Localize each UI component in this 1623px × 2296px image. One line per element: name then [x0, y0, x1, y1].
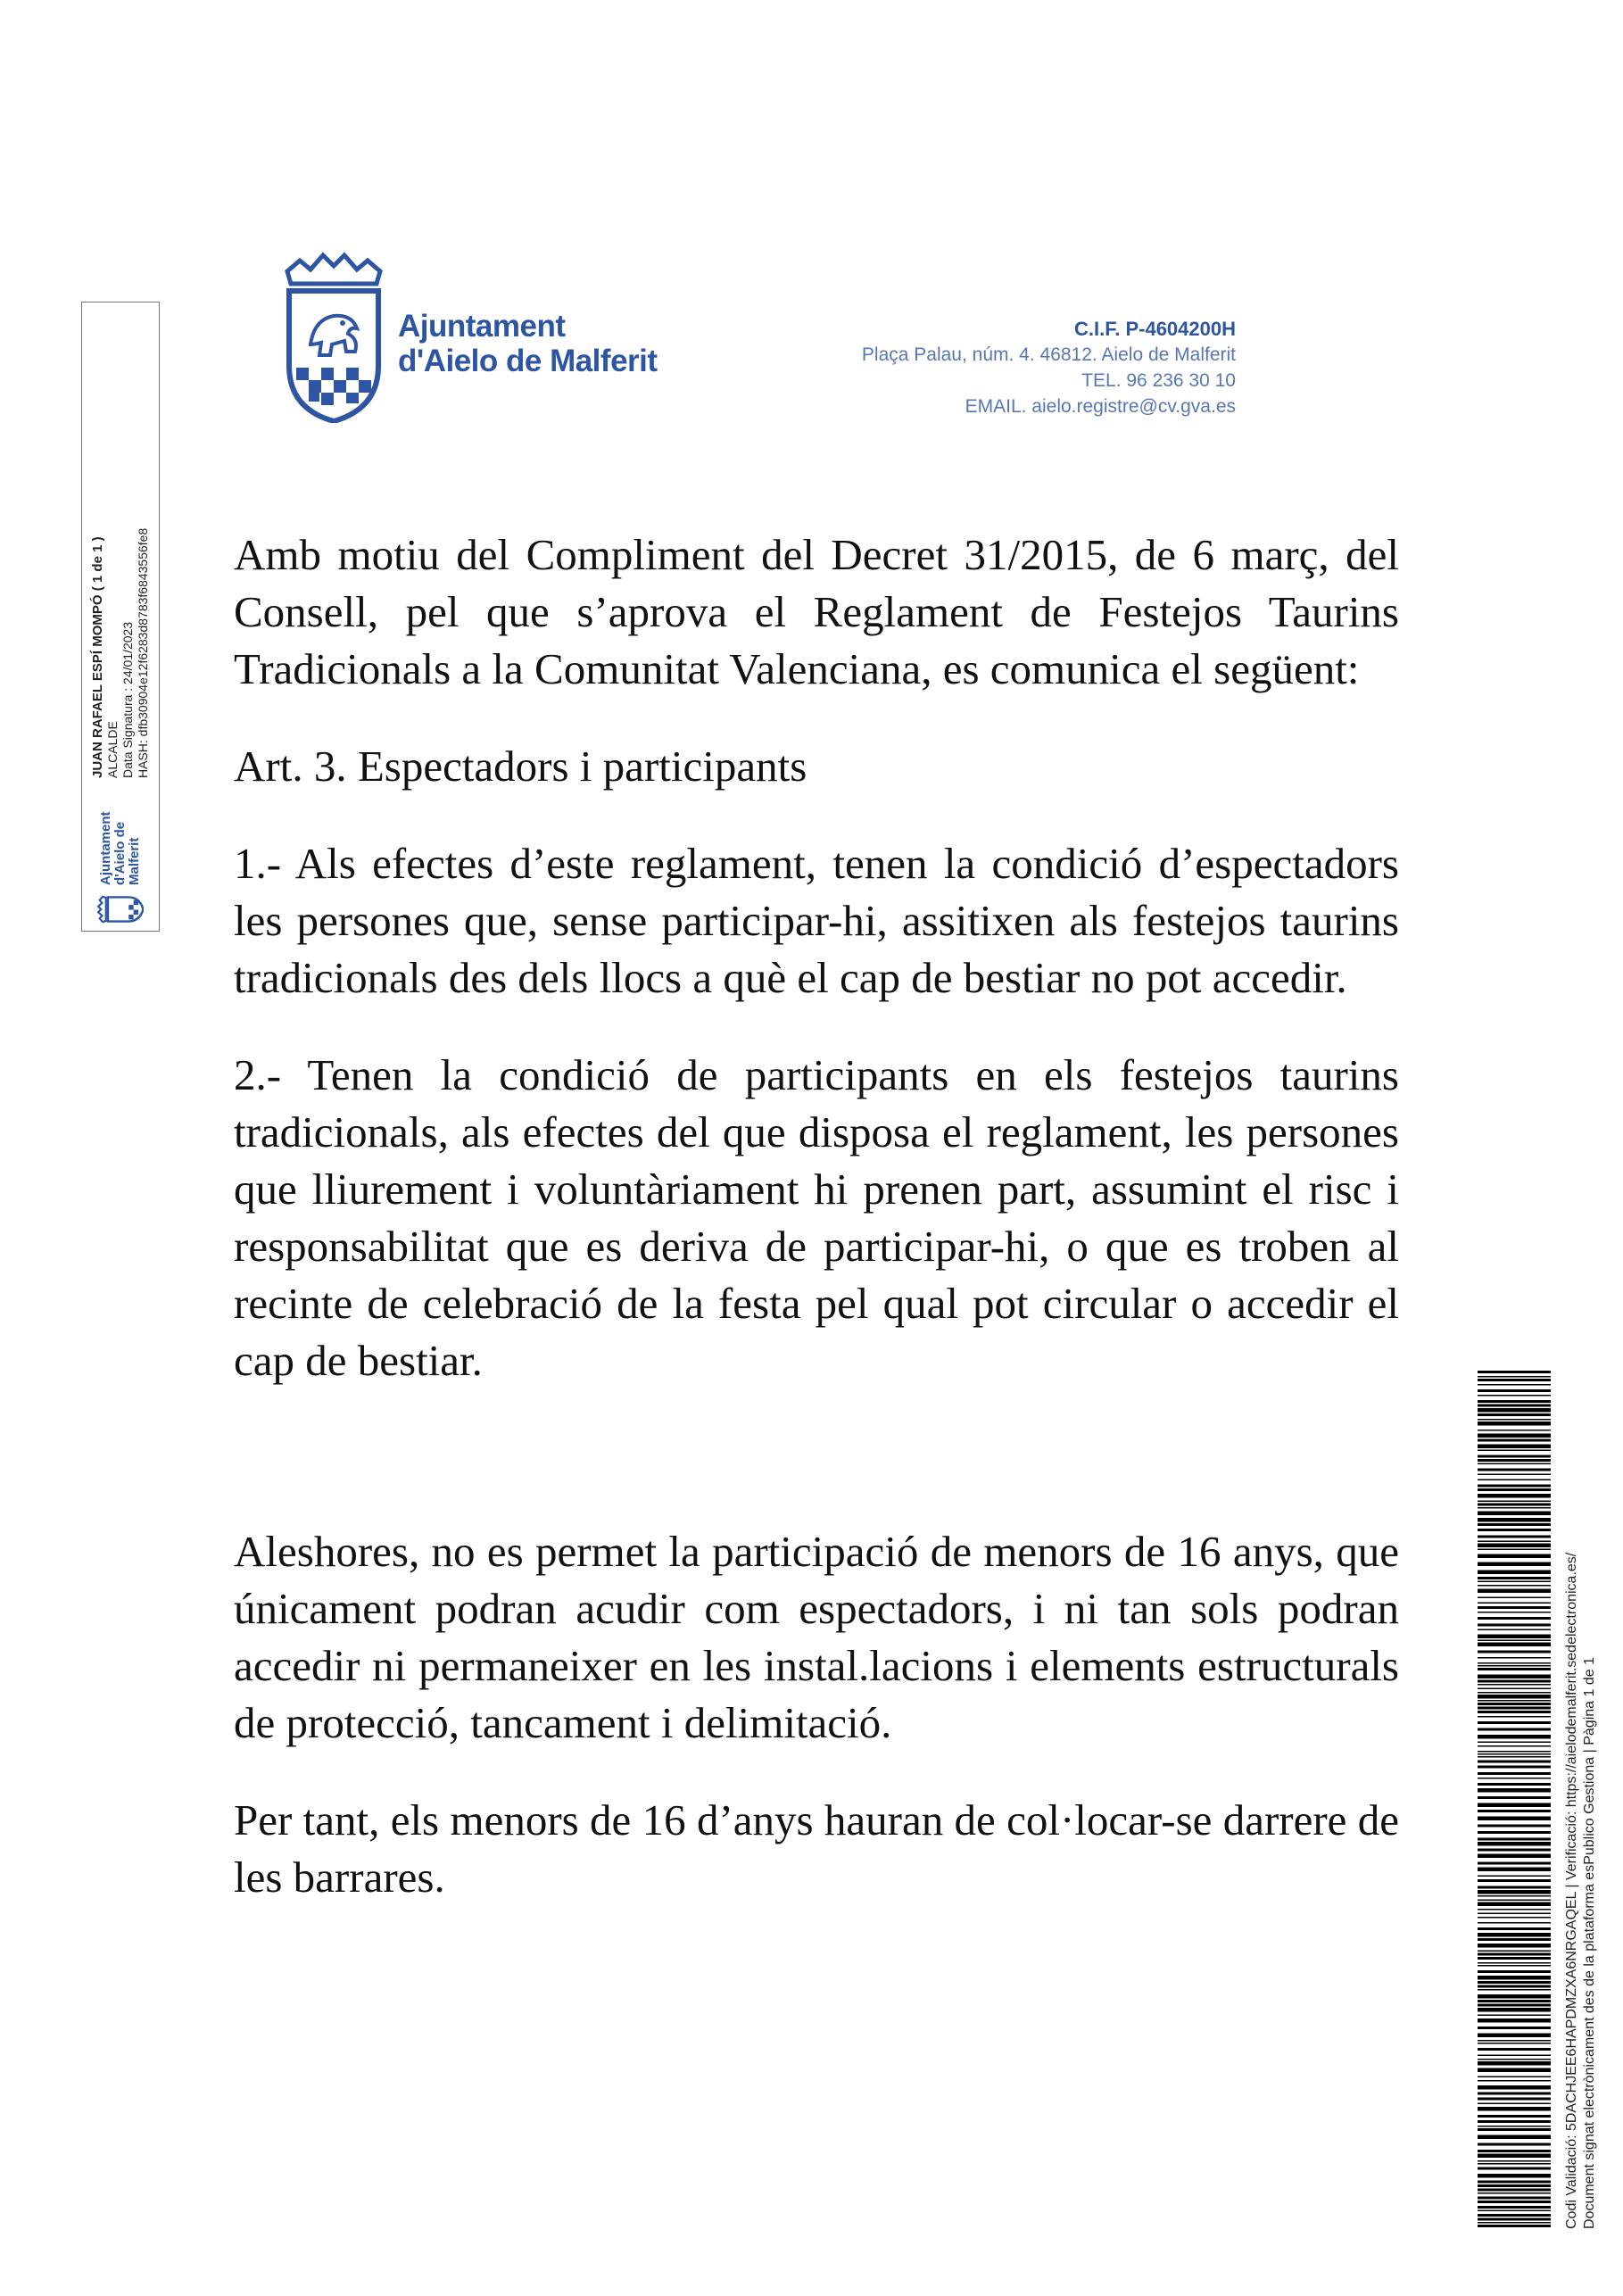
barcode-bar [1478, 2128, 1551, 2131]
barcode-bar [1478, 2163, 1551, 2165]
barcode-bar [1478, 1707, 1551, 1710]
closing-paragraph: Per tant, els menors de 16 d’anys hauran de col·locar-se darrere de les barrares. [234, 1795, 1399, 1902]
barcode-bar [1478, 1668, 1551, 1670]
barcode-bar [1478, 1544, 1551, 1548]
barcode-bar [1478, 1571, 1551, 1575]
barcode-bar [1478, 1434, 1551, 1438]
barcode-bar [1478, 2143, 1551, 2146]
barcode-bar [1478, 1902, 1551, 1907]
article-point-1: 1.- Als efectes d’este reglament, tenen la condició d’espectadors les persones que, sense participar-hi, assitixen als festejos taurins tradicionals des dels llocs a què el cap de bestiar no pot accedir. [234, 839, 1399, 1002]
barcode-bar [1478, 1953, 1551, 1956]
barcode-bar [1478, 1981, 1551, 1984]
barcode-bar [1478, 1651, 1551, 1654]
barcode-bar [1478, 2034, 1551, 2038]
signature-hash: HASH: dfb30904e12f6283d8783f6843556fe8 [136, 527, 150, 778]
postal-address: Plaça Palau, núm. 4. 46812. Aielo de Malferit [861, 344, 1236, 365]
barcode-bar [1478, 1876, 1551, 1877]
stamp-brand-line-1: Ajuntament [98, 811, 113, 885]
barcode-bar [1478, 1783, 1551, 1786]
barcode-bar [1478, 2206, 1551, 2209]
barcode-bar [1478, 1635, 1551, 1639]
barcode-bar [1478, 1796, 1551, 1799]
barcode-bar [1478, 1803, 1551, 1808]
barcode-bar [1478, 1408, 1551, 1413]
barcode-bar [1478, 1549, 1551, 1551]
barcode-bar [1478, 1957, 1551, 1960]
barcode-bar [1478, 1716, 1551, 1718]
brand-line-2: d'Aielo de Malferit [398, 344, 658, 378]
barcode-bar [1478, 1854, 1551, 1859]
barcode-bar [1478, 2000, 1551, 2002]
barcode-bar [1478, 1944, 1551, 1948]
barcode-bar [1478, 1474, 1551, 1476]
phone-number: TEL. 96 236 30 10 [1081, 370, 1236, 391]
barcode-bar [1478, 1849, 1551, 1852]
barcode-bar [1478, 1657, 1551, 1659]
barcode-bar [1478, 1917, 1551, 1919]
barcode-bar [1478, 2080, 1551, 2082]
barcode-bar [1478, 2107, 1551, 2111]
barcode-bar [1478, 2210, 1551, 2212]
barcode-bar [1478, 2184, 1551, 2187]
barcode-bar [1478, 2085, 1551, 2090]
barcode-bar [1478, 1629, 1551, 1631]
verification-code-line: Codi Validació: 5DACHJEE6HAPDMZXA6NRGAQEL | Verificació: https://aielodemalferit.sedelectronica.es/ [1564, 1552, 1579, 2229]
barcode-bar [1478, 1938, 1551, 1941]
barcode-bar [1478, 1751, 1551, 1753]
barcode-bar [1478, 1735, 1551, 1739]
barcode-bar [1478, 1562, 1551, 1567]
barcode-bar [1478, 2093, 1551, 2095]
barcode-bar [1478, 1772, 1551, 1775]
barcode-bar [1478, 1766, 1551, 1769]
barcode-bar [1478, 1384, 1551, 1386]
barcode-bar [1478, 1603, 1551, 1604]
barcode-bar [1478, 1459, 1551, 1462]
barcode-bar [1478, 1439, 1551, 1442]
verification-footer [1563, 1371, 1613, 2229]
brand-line-1: Ajuntament [398, 309, 566, 344]
electronic-signature-stamp [81, 302, 160, 932]
barcode-bar [1478, 1371, 1551, 1373]
barcode-bar [1478, 1612, 1551, 1613]
barcode-bar [1478, 1985, 1551, 1988]
barcode-bar [1478, 1665, 1551, 1667]
barcode-bar [1478, 1405, 1551, 1407]
barcode-bar [1478, 1675, 1551, 1679]
barcode-bar [1478, 2214, 1551, 2217]
barcode-bar [1478, 2225, 1551, 2227]
barcode-bar [1478, 1518, 1551, 1522]
barcode-bar [1478, 1933, 1551, 1937]
barcode-bar [1478, 2126, 1551, 2127]
barcode-bar [1478, 1721, 1551, 1724]
barcode-bar [1478, 2192, 1551, 2194]
barcode-bar [1478, 1684, 1551, 1686]
barcode-bar [1478, 1585, 1551, 1587]
barcode-bar [1478, 1501, 1551, 1503]
barcode-bar [1478, 1728, 1551, 1731]
barcode-bar [1478, 1589, 1551, 1594]
barcode-bar [1478, 1976, 1551, 1980]
signature-details [90, 528, 151, 778]
barcode-bar [1478, 2168, 1551, 2170]
barcode-bar [1478, 1640, 1551, 1642]
stamp-brand-line-2: d'Aielo de Malferit [112, 821, 142, 885]
barcode-bar [1478, 1711, 1551, 1713]
barcode-bar [1478, 1606, 1551, 1609]
barcode-bar [1478, 1488, 1551, 1491]
barcode-bar [1478, 1469, 1551, 1471]
barcode-bar [1478, 1480, 1551, 1481]
barcode-bar [1478, 1463, 1551, 1465]
barcode-bar [1478, 2150, 1551, 2152]
barcode-bar [1478, 1965, 1551, 1967]
barcode-bar [1478, 1994, 1551, 1999]
barcode-bar [1478, 2043, 1551, 2044]
barcode-bar [1478, 1507, 1551, 1509]
barcode-bar [1478, 1450, 1551, 1452]
barcode-bar [1478, 1379, 1551, 1381]
barcode-bar [1478, 1581, 1551, 1583]
barcode-bar [1478, 1554, 1551, 1559]
article-point-2: 2.- Tenen la condició de participants en els festejos taurins tradicionals, als efectes del que disposa el reglament, les persones que lliurement i voluntàriament hi prenen part, assumint el risc i responsabilitat que es deriva de participar-hi, o que es troben al recinte de celebració de la festa pel qual pot circular o accedir el cap de bestiar. [234, 1050, 1399, 1385]
barcode-bar [1478, 2103, 1551, 2105]
barcode-bar [1478, 2160, 1551, 2162]
barcode-bar [1478, 1913, 1551, 1915]
barcode-bar [1478, 1895, 1551, 1897]
barcode-bar [1478, 2154, 1551, 2159]
barcode-bar [1478, 1927, 1551, 1930]
barcode-bar [1478, 1512, 1551, 1516]
barcode-bar [1478, 1703, 1551, 1705]
email-address: EMAIL. aielo.registre@cv.gva.es [965, 396, 1236, 417]
barcode-bar [1478, 2059, 1551, 2060]
barcode-bar [1478, 1753, 1551, 1755]
barcode-bar [1478, 1745, 1551, 1747]
barcode-bar [1478, 1395, 1551, 1397]
barcode-bar [1478, 1817, 1551, 1821]
barcode-bar [1478, 1838, 1551, 1841]
barcode-bar [1478, 2027, 1551, 2029]
signature-date: Data Signatura : 24/01/2023 [120, 621, 135, 778]
barcode-bar [1478, 2018, 1551, 2023]
article-title: Art. 3. Espectadors i participants [234, 742, 807, 791]
barcode-bar [1478, 1742, 1551, 1744]
barcode-bar [1478, 1597, 1551, 1599]
barcode-bar [1478, 1680, 1551, 1683]
barcode-bar [1478, 2135, 1551, 2140]
barcode-bar [1478, 1970, 1551, 1973]
barcode-bar [1478, 1778, 1551, 1779]
verification-platform-line: Document signat electrònicament des de la plataforma esPublico Gestiona | Pàgina 1 de 1 [1582, 1657, 1597, 2229]
barcode-bar [1478, 1962, 1551, 1964]
barcode-bar [1478, 1688, 1551, 1690]
barcode-bar [1478, 1445, 1551, 1449]
barcode-bar [1478, 1523, 1551, 1526]
barcode-bar [1478, 2004, 1551, 2007]
barcode-bar [1478, 2068, 1551, 2073]
stamp-coat-of-arms-icon [97, 894, 144, 924]
intro-paragraph: Amb motiu del Compliment del Decret 31/2015, de 6 març, del Consell, pel que s’aprova el Reglament de Festejos Taurins Tradicionals a la Comunitat Valenciana, es comunica el següent: [234, 530, 1399, 693]
barcode-bar [1478, 1504, 1551, 1506]
barcode-bar [1478, 1577, 1551, 1579]
barcode-bar [1478, 1455, 1551, 1458]
barcode-bar [1478, 1879, 1551, 1882]
barcode-bar [1478, 2008, 1551, 2012]
barcode-bar [1478, 2055, 1551, 2057]
signer-role: ALCALDE [105, 721, 120, 778]
barcode-bar [1478, 1485, 1551, 1488]
barcode-bar [1478, 1788, 1551, 1793]
barcode-bar [1478, 1692, 1551, 1694]
barcode-bar [1478, 1700, 1551, 1702]
barcode-bar [1478, 1909, 1551, 1911]
barcode-bar [1478, 1400, 1551, 1403]
barcode-bar [1478, 1529, 1551, 1531]
barcode-bar [1478, 1831, 1551, 1834]
barcode-bar [1478, 1922, 1551, 1924]
barcode-bar [1478, 1389, 1551, 1392]
barcode-bar [1478, 1951, 1551, 1952]
barcode-bar [1478, 2201, 1551, 2203]
barcode-bar [1478, 1541, 1551, 1543]
barcode-bar [1478, 1890, 1551, 1894]
barcode-bar [1478, 2048, 1551, 2051]
barcode-bar [1478, 1900, 1551, 1902]
barcode-bar [1478, 1419, 1551, 1421]
barcode-bar [1478, 1868, 1551, 1872]
stamp-brand-name [99, 787, 142, 885]
barcode-bar [1478, 1643, 1551, 1647]
barcode-bar [1478, 1761, 1551, 1763]
barcode-bar [1478, 1756, 1551, 1758]
barcode-bar [1478, 2218, 1551, 2221]
barcode-bar [1478, 1494, 1551, 1498]
barcode-bar [1478, 1842, 1551, 1846]
barcode-bar [1478, 2120, 1551, 2123]
barcode-bar [1478, 2197, 1551, 2200]
barcode-bar [1478, 1810, 1551, 1812]
barcode-bar [1478, 1825, 1551, 1828]
barcode-bar [1478, 1617, 1551, 1620]
town-hall-brand-name [398, 309, 658, 378]
contact-block [862, 316, 1236, 419]
barcode-bar [1478, 1989, 1551, 1991]
barcode-bar [1478, 1430, 1551, 1431]
barcode-bar [1478, 1624, 1551, 1627]
document-body [234, 526, 1399, 1946]
barcode-bar [1478, 1886, 1551, 1889]
barcode-bar [1478, 2115, 1551, 2118]
barcode-bar [1478, 2015, 1551, 2017]
barcode-bar [1478, 1862, 1551, 1865]
barcode-bar [1478, 1695, 1551, 1699]
barcode-bar [1478, 2098, 1551, 2101]
barcode-bar [1478, 2040, 1551, 2042]
cif-number: C.I.F. P-4604200H [1074, 318, 1236, 340]
barcode-bar [1478, 1536, 1551, 1538]
barcode-bar [1478, 1662, 1551, 1664]
conclusion-paragraph: Aleshores, no es permet la participació de menors de 16 anys, que únicament podran acudir com espectadors, i ni tan sols podran accedir ni permaneixer en les instal.lacions i elements estructurals de protecció, tancament i delimitació. [234, 1527, 1399, 1747]
barcode-bar [1478, 1413, 1551, 1416]
barcode-bar [1478, 2222, 1551, 2224]
town-coat-of-arms-logo [284, 252, 384, 423]
barcode-bar [1478, 2181, 1551, 2184]
signer-name: JUAN RAFAEL ESPÍ MOMPÓ ( 1 de 1 ) [90, 536, 105, 778]
barcode-bar [1478, 1422, 1551, 1426]
barcode-bar [1478, 2189, 1551, 2192]
barcode-bar [1478, 2076, 1551, 2078]
barcode-bar [1478, 2174, 1551, 2178]
barcode-bar [1478, 2061, 1551, 2066]
barcode-bar [1478, 1376, 1551, 1378]
validation-barcode [1478, 1371, 1551, 2229]
